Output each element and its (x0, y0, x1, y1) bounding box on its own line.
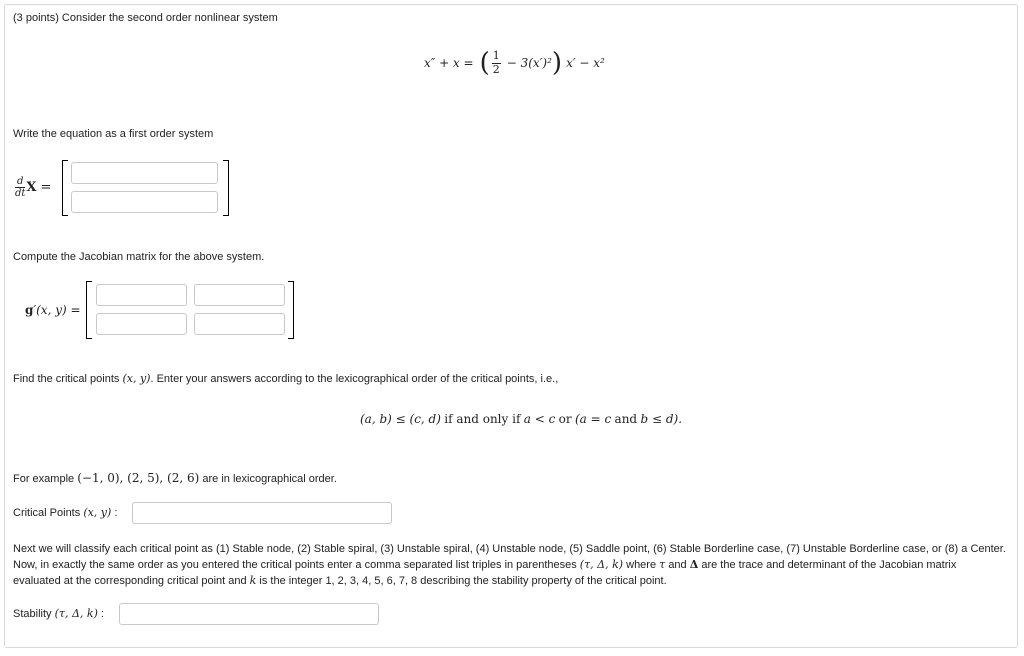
stability-tau: τ (659, 558, 666, 571)
rule-or: or (558, 412, 572, 426)
right-paren: ) (551, 48, 563, 78)
ddt-numerator: d (15, 176, 25, 188)
rule-c: (a = c (574, 412, 612, 426)
example-line (13, 471, 337, 485)
stability-text2-triple: (τ, Δ, k) (579, 558, 624, 571)
vector-x: X (26, 180, 37, 195)
first-order-row2-input[interactable] (71, 191, 218, 213)
jacobian-left-bracket (86, 281, 92, 339)
jacobian-prompt: Compute the Jacobian matrix for the above system. (13, 251, 265, 263)
stability-delta: Δ (689, 558, 699, 571)
critical-prompt-pre: Find the critical points (13, 373, 120, 385)
critical-label-var: (x, y) (83, 506, 112, 519)
fraction-denominator: 2 (492, 62, 500, 76)
stability-text-line1: Next we will classify each critical point as (1) Stable node, (2) Stable spiral, (3) Unstable spiral, (4) Unstable node, (5) Saddle point, (6) Stable Borderline case, (7) Unstable Borderline case, or (8) a Center. (13, 543, 1006, 555)
right-bracket (223, 160, 229, 216)
first-order-row1-input[interactable] (71, 162, 218, 184)
stability-text3-pre: evaluated at the corresponding critical point and (13, 575, 247, 587)
critical-label-text: Critical Points (13, 507, 81, 519)
stability-instructions (13, 542, 1008, 589)
lexicographic-rule (360, 412, 682, 426)
example-post: are in lexicographical order. (202, 473, 337, 485)
stability-label-var: (τ, Δ, k) (54, 607, 98, 620)
rule-a: (a, b) ≤ (c, d) (360, 412, 441, 426)
example-points: (−1, 0), (2, 5), (2, 6) (77, 471, 200, 485)
jacobian-args: ′(x, y) = (33, 303, 81, 317)
ddt-denominator: dt (15, 188, 26, 199)
equation-fraction (492, 50, 501, 75)
equation-lhs: x″ + x = (424, 56, 474, 70)
stability-label-text: Stability (13, 608, 52, 620)
rule-d: b ≤ d). (640, 412, 683, 426)
stability-text-line3 (13, 573, 1008, 589)
left-bracket (62, 160, 68, 216)
jacobian-a22-input[interactable] (194, 313, 285, 335)
rule-iff: if and only if (444, 412, 521, 426)
jacobian-right-bracket (288, 281, 294, 339)
jacobian-a12-input[interactable] (194, 284, 285, 306)
ddt-fraction (15, 176, 25, 199)
jacobian-a11-input[interactable] (96, 284, 187, 306)
equation-rhs: x′ − x² (566, 56, 605, 70)
main-equation (424, 50, 605, 76)
stability-text-line2 (13, 557, 1008, 573)
ddt-label (15, 176, 51, 199)
stability-label-colon: : (100, 608, 104, 620)
critical-label-colon: : (114, 507, 118, 519)
stability-text2-pre: Now, in exactly the same order as you entered the critical points enter a comma separated list triples in parentheses (13, 559, 577, 571)
jacobian-g: g (25, 303, 34, 317)
equals-sign: = (40, 180, 52, 195)
stability-field-label (13, 607, 104, 620)
example-pre: For example (13, 473, 75, 485)
jacobian-label (25, 303, 81, 317)
jacobian-a21-input[interactable] (96, 313, 187, 335)
equation-inner: − 3(x′)² (506, 56, 552, 70)
problem-intro: (3 points) Consider the second order nonlinear system (13, 12, 278, 24)
critical-prompt-var: (x, y) (122, 372, 151, 385)
critical-prompt-post: . Enter your answers according to the lexicographical order of the critical points, i.e., (150, 373, 559, 385)
stability-text2-and: and (668, 559, 687, 571)
critical-prompt (13, 372, 558, 385)
fraction-numerator: 1 (492, 49, 500, 63)
left-paren: ( (479, 48, 490, 78)
rule-b: a < c (523, 412, 556, 426)
stability-k: k (249, 574, 257, 587)
rule-and: and (614, 412, 638, 426)
first-order-prompt: Write the equation as a first order system (13, 128, 214, 140)
stability-input[interactable] (119, 603, 379, 625)
stability-text2-post: are the trace and determinant of the Jacobian matrix (701, 559, 957, 571)
critical-points-input[interactable] (132, 502, 392, 524)
critical-field-label (13, 506, 117, 519)
stability-text3-post: is the integer 1, 2, 3, 4, 5, 6, 7, 8 describing the stability property of the critical point. (259, 575, 667, 587)
stability-text2-where: where (626, 559, 657, 571)
